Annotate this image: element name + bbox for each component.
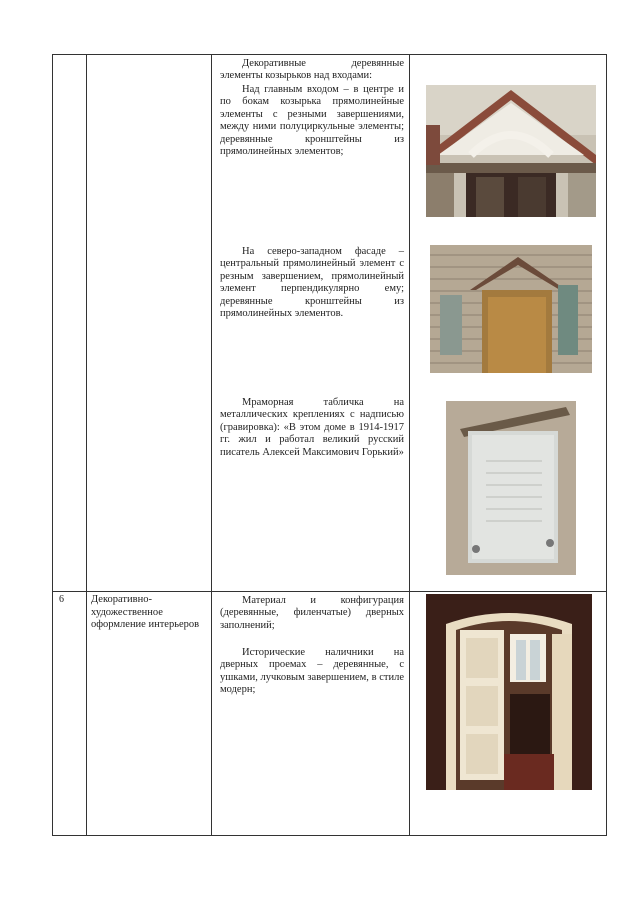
description-paragraph: Мраморная табличка на металлических креплениях с надписью (гравировка): «В этом доме в 1914-1917 гг. жил и работал великий русский писатель Алексей Максимович Горький» (220, 397, 404, 458)
description-cell (212, 592, 410, 836)
feature-name-cell (87, 55, 212, 592)
marble-plaque-photo (446, 401, 576, 575)
photo-cell (410, 592, 607, 836)
description-paragraph: Декоративные деревянные элементы козырьков над входами: (220, 58, 404, 82)
description-cell (212, 55, 410, 592)
photo-cell (410, 55, 607, 592)
main-entrance-canopy-photo (426, 85, 596, 217)
feature-name-cell: Декоративно-художественное оформление интерьеров (87, 592, 212, 836)
northwest-facade-canopy-photo (430, 245, 592, 373)
monument-features-table (52, 54, 607, 836)
description-paragraph: Над главным входом – в центре и по бокам козырька прямолинейные элементы с резными завершениями, между ними полуциркульные элементы; деревянные кронштейны из прямолинейных элементов; (220, 84, 404, 158)
interior-doors-photo (426, 594, 592, 790)
description-paragraph: Материал и конфигурация (деревянные, филенчатые) дверных заполнений; (220, 595, 404, 631)
description-paragraph: Исторические наличники на дверных проемах – деревянные, с ушками, лучковым завершением, в стиле модерн; (220, 647, 404, 696)
table-row (53, 55, 607, 592)
row-number-cell: 6 (53, 592, 87, 836)
row-number-cell (53, 55, 87, 592)
table-row (53, 592, 607, 836)
description-paragraph: На северо-западном фасаде – центральный прямолинейный элемент с резным завершением, прямолинейный элемент перпендикулярно ему; деревянные кронштейны из прямолинейных элементов. (220, 246, 404, 320)
